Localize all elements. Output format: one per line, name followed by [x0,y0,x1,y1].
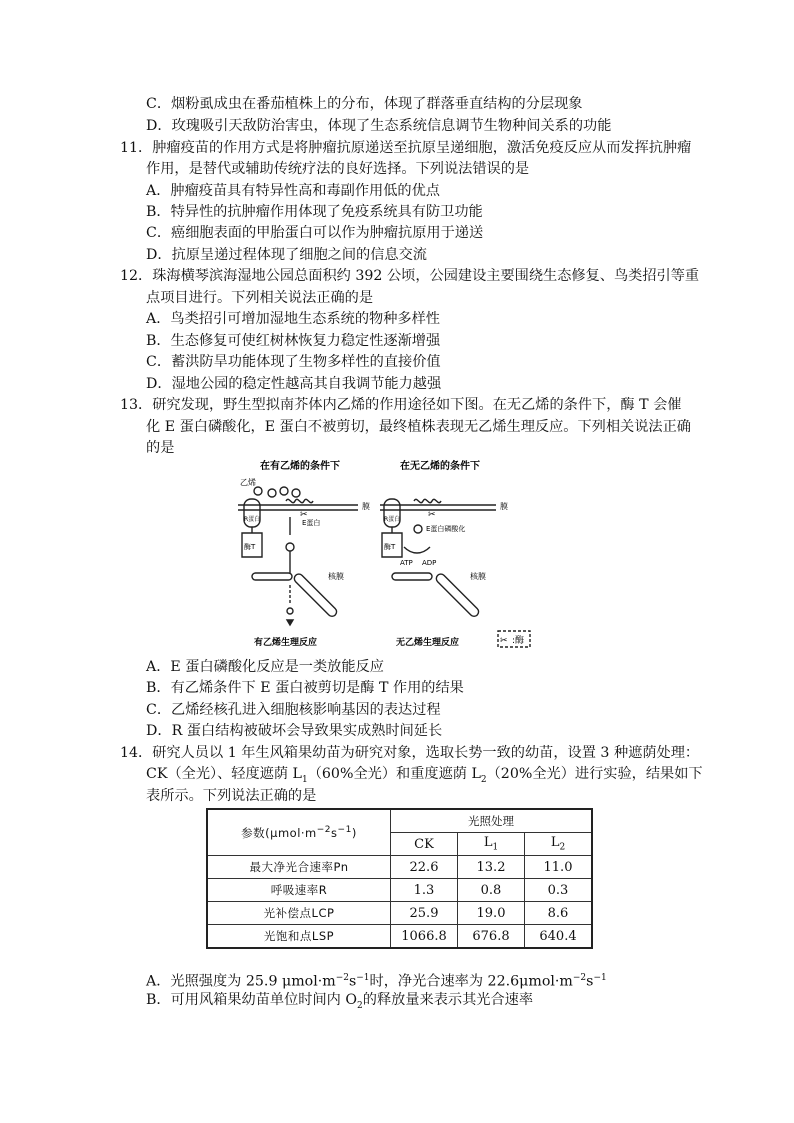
q13-option-b: B．有乙烯条件下 E 蛋白被剪切是酶 T 作用的结果 [146,680,464,696]
ethylene-molecule [292,489,300,497]
col-ck: CK [391,833,458,856]
left-e-protein [286,499,313,502]
right-nuclear-membrane-1 [392,573,432,580]
table-row: 最大净光合速率Pn 22.6 13.2 11.0 [207,856,592,879]
col-l1: $L_1$ [458,833,525,856]
q11-option-c: C．癌细胞表面的甲胎蛋白可以作为肿瘤抗原用于递送 [146,225,484,241]
q14-stem-line2: CK（全光）、轻度遮荫 $L_1(60\%$全光）和重度遮荫 $L_2(20\%$全光）进行实验，结果如下 [146,766,703,785]
q12-option-c: C．蓄洪防旱功能体现了生物多样性的直接价值 [146,354,441,370]
left-nuclear-membrane-1 [252,573,292,580]
legend-scissors-icon: ✂ [500,636,508,646]
label-nuclear-membrane-left: 核膜 [328,572,344,581]
q12-option-a: A．鸟类招引可增加湿地生态系统的物种多样性 [146,311,440,327]
q14-option-b: B．可用风箱果幼苗单位时间内 $O_2$的释放量来表示其光合速率 [146,992,534,1011]
col-l2: $L_2$ [525,833,593,856]
left-scissors-icon: ✂ [300,510,308,520]
q11-option-a: A．肿瘤疫苗具有特异性高和毒副作用低的优点 [146,183,440,199]
q11-option-d: D．抗原呈递过程体现了细胞之间的信息交流 [146,247,427,263]
q11-stem-line1: 11．肿瘤疫苗的作用方式是将肿瘤抗原递送至抗原呈递细胞，激活免疫反应从而发挥抗肿瘤 [120,140,692,156]
ethylene-molecule [280,487,288,495]
q13-option-c: C．乙烯经核孔进入细胞核影响基因的表达过程 [146,702,441,718]
atp-adp-arrow [404,547,430,553]
q12-stem-line1: 12．珠海横琴滨海湿地公园总面积约 392 公顷，公园建设主要围绕生态修复、鸟类招引等重 [120,268,700,284]
q13-option-d: D．R 蛋白结构被破坏会导致果实成熟时间延长 [146,723,443,739]
label-r-protein-left: R蛋白 [244,516,261,523]
right-e-protein [414,499,441,502]
diagram-left-title: 在有乙烯的条件下 [260,461,340,472]
left-cleaved-fragment [286,543,294,551]
ethylene-molecule [254,487,262,495]
q13-option-a: A．E 蛋白磷酸化反应是一类放能反应 [146,659,384,675]
label-membrane-left: 膜 [362,502,370,511]
label-atp: ATP [400,559,413,567]
q14-option-a: A．光照强度为 25.9 $\mu mol\cdot m^{-2}s^{-1}$时，净光合速率为 $22.6\mu mol\cdot m^{-2}s^{-1}$ [146,973,607,990]
label-enzyme-t-right: 酶T [384,543,396,551]
diagram-right-title: 在无乙烯的条件下 [400,461,480,472]
q12-option-d: D．湿地公园的稳定性越高其自我调节能力越强 [146,376,442,392]
q12-option-b: B．生态修复可使红树林恢复力稳定性逐渐增强 [146,333,441,349]
label-nuclear-membrane-right: 核膜 [470,572,486,581]
label-membrane-right: 膜 [500,502,508,511]
q13-stem-line3: 的是 [146,440,175,456]
q12-stem-line2: 点项目进行。下列相关说法正确的是 [146,290,374,306]
label-left-result: 有乙烯生理反应 [254,638,318,648]
q13-stem-line2: 化 E 蛋白磷酸化，E 蛋白不被剪切，最终植株表现无乙烯生理反应。下列相关说法正确 [146,419,691,435]
label-e-protein-left: E蛋白 [302,519,321,527]
q10-option-d: D．玫瑰吸引天敌防治害虫，体现了生态系统信息调节生物种间关系的功能 [146,118,612,134]
q11-option-b: B．特异性的抗肿瘤作用体现了免疫系统具有防卫功能 [146,204,483,220]
right-phosphate [414,525,422,533]
ethylene-pathway-diagram [232,455,532,655]
q14-stem-line1: 14．研究人员以 1 年生风箱果幼苗为研究对象，选取长势一致的幼苗，设置 3 种遮荫处理： [120,745,700,761]
label-ethylene: 乙烯 [240,478,256,487]
ethylene-molecule [268,489,276,497]
legend-label: :酶 [512,636,525,646]
param-header: 参数$(\mu mol\cdot m^{-2}s^{-1})$ [207,809,391,856]
table-row: 光补偿点LCP 25.9 19.0 8.6 [207,902,592,925]
table-row: 呼吸速率R 1.3 0.8 0.3 [207,879,592,902]
label-right-result: 无乙烯生理反应 [396,638,460,648]
q14-stem-line3: 表所示。下列说法正确的是 [146,788,317,804]
light-treatment-header: 光照处理 [391,809,593,833]
q10-option-c: C．烟粉虱成虫在番茄植株上的分布，体现了群落垂直结构的分层现象 [146,96,583,112]
label-enzyme-t-left: 酶T [244,543,256,551]
q13-stem-line1: 13．研究发现，野生型拟南芥体内乙烯的作用途径如下图。在无乙烯的条件下，酶 T 会催 [120,397,682,413]
label-r-protein-right: R蛋白 [384,516,401,523]
table-row: 光饱和点LSP 1066.8 676.8 640.4 [207,925,592,949]
label-e-phospho: E蛋白磷酸化 [426,525,466,533]
label-adp: ADP [422,559,437,567]
q11-stem-line2: 作用，是替代或辅助传统疗法的良好选择。下列说法错误的是 [146,161,530,177]
photosynthesis-table [206,808,593,949]
right-scissors-icon: ✂ [428,510,436,520]
